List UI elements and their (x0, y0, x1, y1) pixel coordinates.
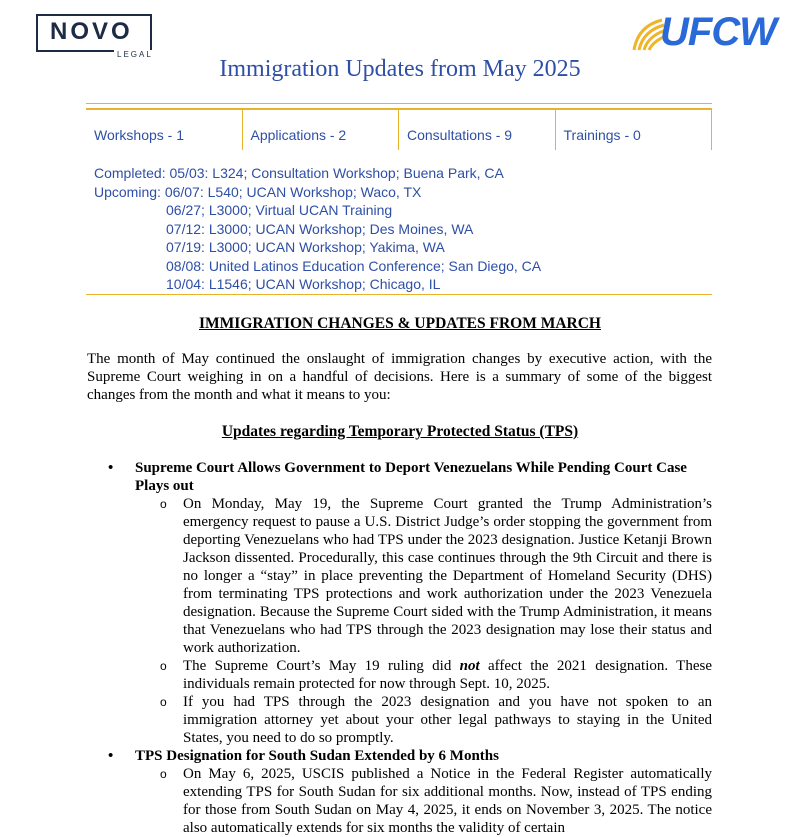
upcoming-event (94, 183, 541, 202)
stat-consultations: Consultations - 9 (399, 110, 556, 150)
ufcw-logo (630, 10, 786, 56)
sub-item (160, 657, 713, 693)
stat-trainings: Trainings - 0 (556, 110, 713, 150)
completed-event (94, 164, 541, 183)
band-bottom-rule (86, 294, 712, 295)
upcoming-event: 06/27; L3000; Virtual UCAN Training (166, 202, 393, 218)
section-heading: IMMIGRATION CHANGES & UPDATES FROM MARCH (199, 315, 601, 332)
completed-event-text: 05/03: L324; Consultation Workshop; Buena Park, CA (169, 165, 504, 181)
sub-item (160, 495, 712, 657)
sub-item (160, 765, 712, 837)
completed-label: Completed: (94, 165, 166, 181)
circle-bullet-icon: o (160, 695, 167, 709)
band-top-rule (86, 103, 712, 104)
upcoming-event: 07/12: L3000; UCAN Workshop; Des Moines, WA (166, 220, 474, 237)
tps-heading: Updates regarding Temporary Protected Status (TPS) (221, 423, 579, 440)
events-list (94, 164, 541, 294)
intro-paragraph: The month of May continued the onslaught of immigration changes by executive action, with the Supreme Court weighing in on a handful of decisions. Here is a summary of some of the biggest changes from the month and what it means to you: (87, 351, 712, 403)
upcoming-event: 10/04: L1546; UCAN Workshop; Chicago, IL (166, 276, 441, 292)
upcoming-label: Upcoming: (94, 183, 161, 200)
list-item-south-sudan (108, 747, 712, 765)
upcoming-event: 07/19: L3000; UCAN Workshop; Yakima, WA (166, 239, 445, 255)
upcoming-event: 08/08: United Latinos Education Conference; San Diego, CA (166, 257, 542, 274)
bullet-title: TPS Designation for South Sudan Extended by 6 Months (135, 748, 499, 764)
sub-item-text: On Monday, May 19, the Supreme Court granted the Trump Administration’s emergency request to pause a U.S. District Judge’s order stopping the government from deporting Venezuelans who had TPS under the 2023 designation. Justice Ketanji Brown Jackson dissented. Procedurally, this case continues through the 9th Circuit and there is no longer a “stay” in place preventing the Department of Homeland Security (DHS) from terminating TPS protections and work authorization under the 2023 Venezuela designation. Because the Supreme Court sided with the Trump Administration, it means that Venezuelans who had TPS through the 2023 designation may lose their status and work authorization. (183, 496, 712, 656)
upcoming-event-text: 06/07: L540; UCAN Workshop; Waco, TX (164, 183, 422, 200)
sub-item-text-b: affect the 2021 designation. These individuals remain protected for now through Sept. 10, 2025. (183, 658, 713, 692)
sub-item-emphasis: not (459, 658, 480, 674)
bullet-dot-icon: • (108, 460, 114, 476)
novo-logo-text: NOVO (50, 18, 133, 45)
sub-item-text: If you had TPS through the 2023 designation and you have not spoken to an immigration attorney yet about your other legal pathways to staying in the United States, you need to do so promptly. (183, 694, 712, 746)
sub-item-text-a: The Supreme Court’s May 19 ruling did (183, 658, 460, 674)
stats-row (86, 110, 712, 150)
circle-bullet-icon: o (160, 767, 167, 781)
sub-item-text: On May 6, 2025, USCIS published a Notice in the Federal Register automatically extending TPS for South Sudan for six additional months. Now, instead of TPS ending for those from South Sudan on May 4, 2025, it ends on November 3, 2025. The notice also automatically extends for six months the validity of certain (183, 766, 712, 836)
ufcw-logo-text: UFCW (660, 10, 776, 54)
stat-applications: Applications - 2 (243, 110, 400, 150)
novo-legal-logo (36, 14, 156, 58)
bullet-title: Supreme Court Allows Government to Deport Venezuelans While Pending Court Case Plays out (135, 460, 687, 494)
page-title: Immigration Updates from May 2025 (219, 56, 581, 82)
stat-workshops: Workshops - 1 (86, 110, 243, 150)
sub-item (160, 693, 712, 747)
circle-bullet-icon: o (160, 659, 167, 673)
list-item-venezuela (108, 459, 712, 495)
bullet-dot-icon: • (108, 748, 114, 764)
bullet-list (108, 459, 712, 837)
circle-bullet-icon: o (160, 497, 167, 511)
novo-logo-subtext: LEGAL (114, 50, 156, 59)
